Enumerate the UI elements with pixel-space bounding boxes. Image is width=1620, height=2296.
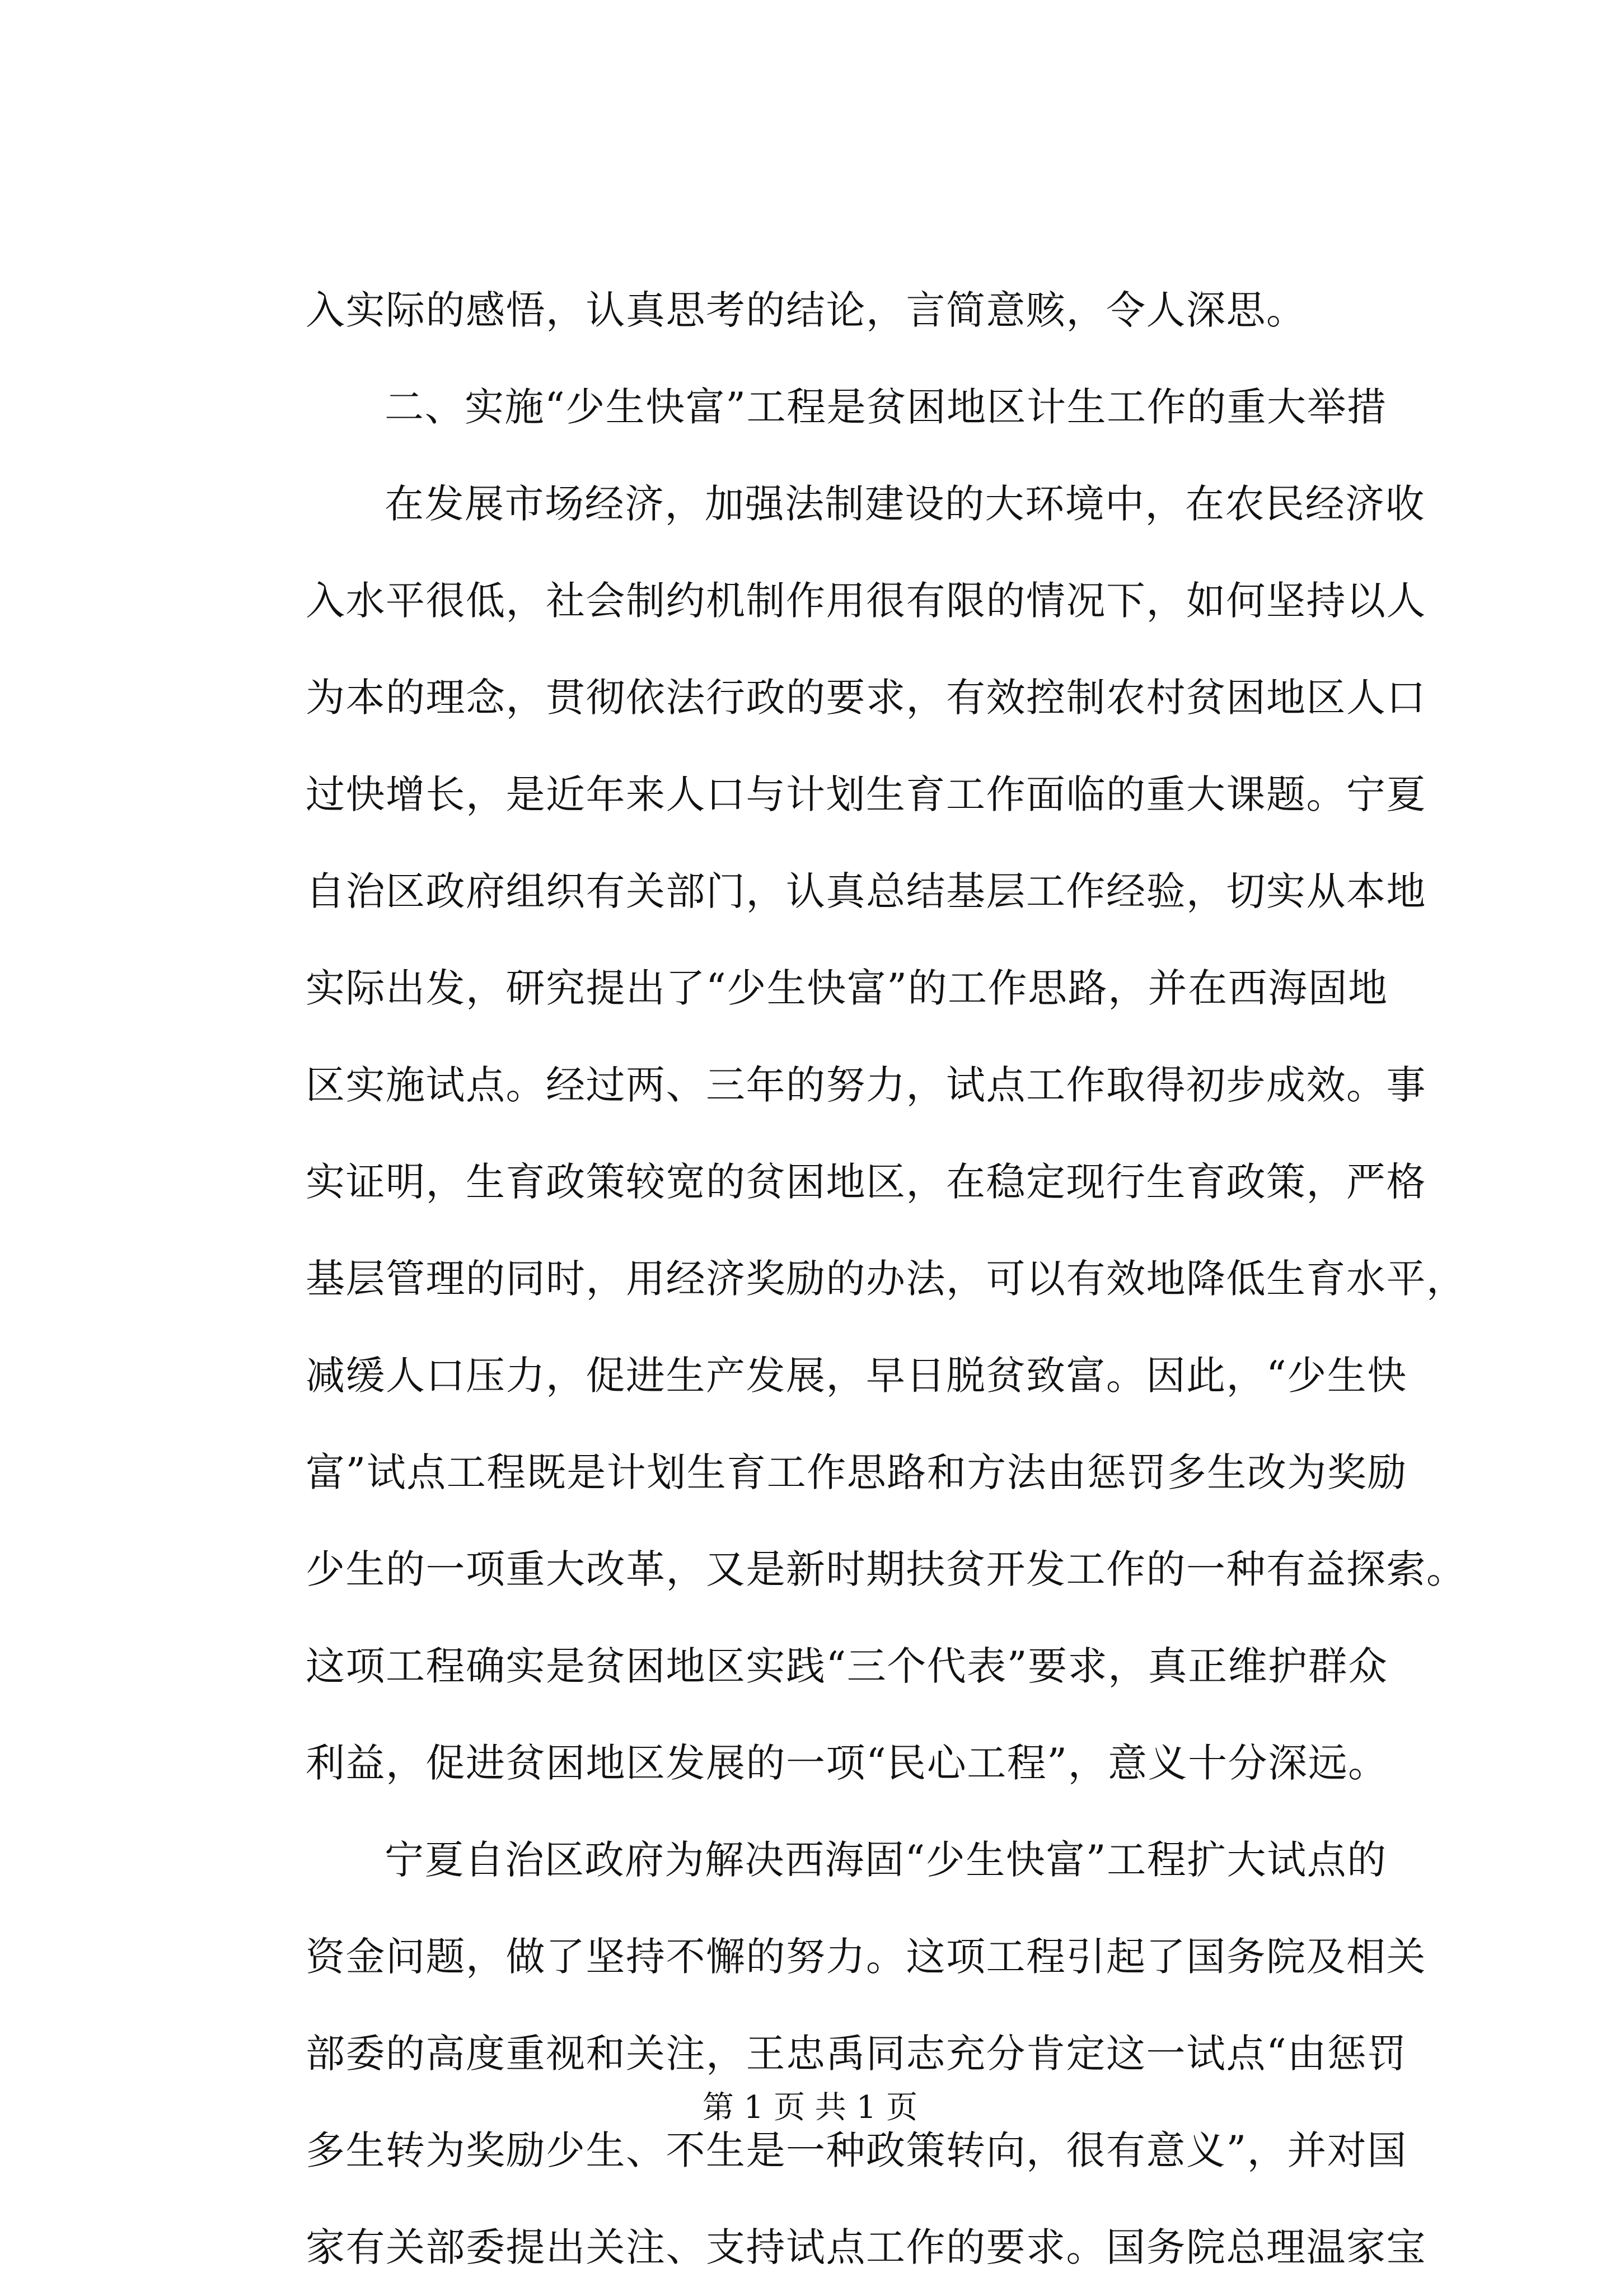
text-line: 部委的高度重视和关注，王忠禹同志充分肯定这一试点“由惩罚 [306,2031,1407,2077]
text-line: 入水平很低，社会制约机制作用很有限的情况下，如何坚持以人 [306,578,1426,624]
document-body [306,262,1467,2296]
text-line: 减缓人口压力，促进生产发展，早日脱贫致富。因此，“少生快 [306,1353,1407,1399]
text-line: 这项工程确实是贫困地区实践“三个代表”要求，真正维护群众 [306,1643,1388,1689]
text-line: 区实施试点。经过两、三年的努力，试点工作取得初步成效。事 [306,1062,1426,1108]
text-line: 宁夏自治区政府为解决西海固“少生快富”工程扩大试点的 [385,1837,1387,1883]
text-line: 利益，促进贫困地区发展的一项“民心工程”，意义十分深远。 [306,1740,1388,1786]
text-line: 为本的理念，贯彻依法行政的要求，有效控制农村贫困地区人口 [306,675,1426,721]
text-line: 在发展市场经济，加强法制建设的大环境中，在农民经济收 [385,481,1425,527]
text-line: 入实际的感悟，认真思考的结论，言简意赅，令人深思。 [306,287,1307,333]
text-line: 自治区政府组织有关部门，认真总结基层工作经验，切实从本地 [306,868,1426,914]
text-line: 多生转为奖励少生、不生是一种政策转向，很有意义”，并对国 [306,2127,1407,2173]
text-line: 富”试点工程既是计划生育工作思路和方法由惩罚多生改为奖励 [306,1449,1407,1495]
text-line: 基层管理的同时，用经济奖励的办法，可以有效地降低生育水平， [306,1256,1467,1302]
text-line: 资金问题，做了坚持不懈的努力。这项工程引起了国务院及相关 [306,1934,1426,1980]
text-line: 家有关部委提出关注、支持试点工作的要求。国务院总理温家宝 [306,2224,1426,2270]
text-line: 少生的一项重大改革，又是新时期扶贫开发工作的一种有益探索。 [306,1546,1467,1592]
text-line: 过快增长，是近年来人口与计划生育工作面临的重大课题。宁夏 [306,771,1426,817]
page-footer: 第 1 页 共 1 页 [702,2089,918,2126]
text-line: 实证明，生育政策较宽的贫困地区，在稳定现行生育政策，严格 [306,1159,1426,1205]
section-heading: 二、实施“少生快富”工程是贫困地区计生工作的重大举措 [385,384,1387,430]
text-line: 实际出发，研究提出了“少生快富”的工作思路，并在西海固地 [306,965,1388,1011]
